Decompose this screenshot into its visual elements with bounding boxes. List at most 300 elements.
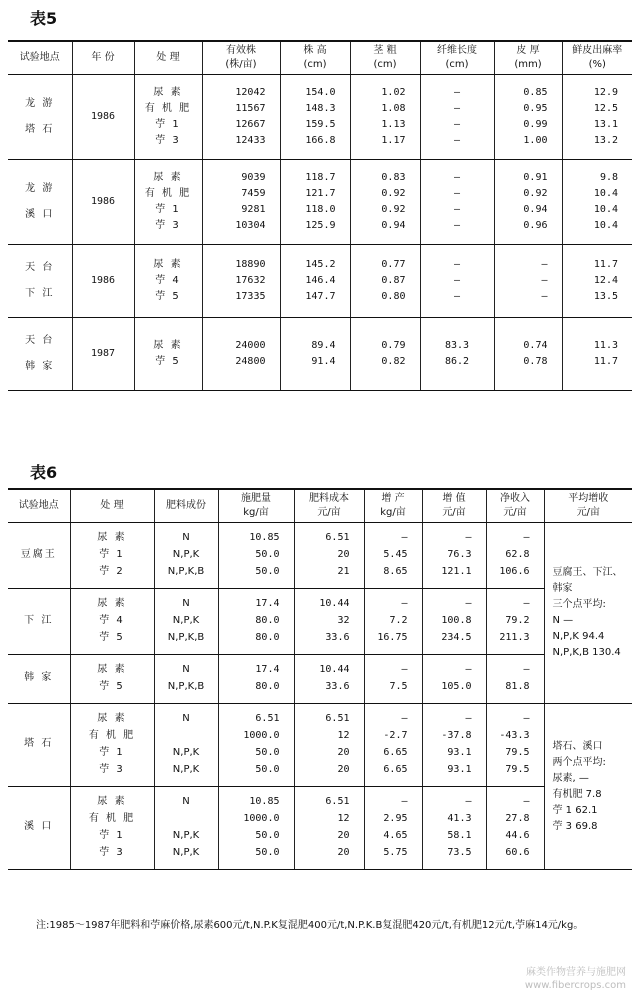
value-cell-value: 60.6: [505, 847, 530, 858]
value-cell-value: 5.45: [383, 549, 408, 560]
value-cell: [350, 160, 420, 245]
value-cell-value: 11.3: [593, 340, 618, 351]
column-header-line: kg/亩: [380, 507, 406, 518]
value-cell-value: 12: [337, 730, 350, 741]
value-cell-value: 79.5: [505, 764, 530, 775]
value-cell-value: 10.4: [593, 188, 618, 199]
value-cell-stack: [352, 257, 406, 305]
value-cell-value: 32: [337, 615, 350, 626]
column-header: [486, 489, 544, 523]
treatment-stack: [72, 793, 153, 861]
fertilizer-components-value: N,P,K: [172, 847, 200, 858]
average-line: 尿素, —: [552, 772, 589, 784]
value-cell: [364, 704, 422, 787]
value-cell-value: 20: [337, 764, 350, 775]
treatment: [70, 787, 154, 870]
value-cell-stack: [296, 661, 350, 695]
fertilizer-components-value: [156, 727, 217, 744]
value-cell-value: 0.80: [381, 291, 406, 302]
value-cell-value: 11.7: [593, 356, 618, 367]
fertilizer-components-value: N,P,K: [172, 615, 200, 626]
value-cell: [364, 523, 422, 589]
value-cell: [202, 160, 280, 245]
value-cell-stack: [496, 257, 548, 305]
column-header: [8, 41, 72, 75]
value-cell: [562, 245, 632, 318]
value-cell: [422, 655, 486, 704]
value-cell-value: —: [453, 291, 461, 302]
value-cell-value: 33.6: [325, 681, 350, 692]
value-cell: [294, 787, 364, 870]
value-cell-value: 20: [337, 847, 350, 858]
table6-group-row: [8, 655, 632, 704]
value-cell-stack: [488, 661, 530, 695]
value-cell-value: 1000.0: [243, 730, 280, 741]
value-cell: [218, 589, 294, 655]
fertilizer-components-stack: [156, 595, 217, 646]
value-cell-value: 1.17: [381, 135, 406, 146]
value-cell-value: 1.00: [523, 135, 548, 146]
value-cell-value: 50.0: [255, 747, 280, 758]
year: 1986: [72, 75, 134, 160]
treatment-value: 有 机 肥: [144, 103, 192, 114]
value-cell-value: 1.02: [381, 87, 406, 98]
column-header-line: (株/亩): [225, 59, 257, 70]
value-cell-stack: [296, 710, 350, 778]
value-cell-value: 118.7: [305, 172, 336, 183]
table6-group-row: [8, 589, 632, 655]
treatment-stack: [72, 661, 153, 695]
fertilizer-components-value: [156, 810, 217, 827]
column-header-line: 处 理: [100, 500, 124, 511]
treatment-value: 尿 素: [97, 713, 127, 724]
value-cell: [486, 523, 544, 589]
value-cell: [350, 75, 420, 160]
column-header-line: 施肥量: [241, 493, 271, 504]
value-cell-value: —: [523, 532, 530, 543]
value-cell-value: —: [541, 275, 548, 286]
treatment-value: 苧 3: [155, 220, 181, 231]
value-cell-stack: [488, 529, 530, 580]
value-cell: [494, 160, 562, 245]
value-cell-value: 0.92: [381, 204, 406, 215]
value-cell-value: 12.9: [593, 87, 618, 98]
value-cell: [218, 655, 294, 704]
value-cell-stack: [220, 793, 280, 861]
value-cell-value: 27.8: [505, 813, 530, 824]
value-cell: [294, 655, 364, 704]
treatment-value: 苧 3: [99, 847, 125, 858]
fertilizer-components-value: N,P,K: [172, 747, 200, 758]
value-cell: [420, 318, 494, 391]
value-cell-value: —: [465, 532, 472, 543]
site-name-value: 韩 家: [25, 361, 55, 372]
value-cell-stack: [366, 710, 408, 778]
average-line: N,P,K 94.4: [552, 631, 605, 642]
value-cell-value: 10.44: [319, 664, 350, 675]
site-name-value: 龙 游: [25, 183, 55, 194]
value-cell-value: —: [541, 291, 548, 302]
value-cell: [280, 245, 350, 318]
value-cell-value: 89.4: [311, 340, 336, 351]
column-header: [134, 41, 202, 75]
column-header-line: 元/亩: [317, 507, 341, 518]
fertilizer-components-value: N,P,K: [172, 830, 200, 841]
treatment-stack: [136, 85, 201, 149]
value-cell-stack: [422, 257, 493, 305]
value-cell-value: 0.83: [381, 172, 406, 183]
value-cell-value: 0.78: [523, 356, 548, 367]
column-header: [494, 41, 562, 75]
column-header-line: 肥料成本: [309, 493, 349, 504]
value-cell-stack: [204, 338, 266, 370]
treatment-value: 有 机 肥: [144, 188, 192, 199]
value-cell-stack: [564, 170, 619, 234]
value-cell: [486, 704, 544, 787]
value-cell-value: 79.5: [505, 747, 530, 758]
value-cell-value: 2.95: [383, 813, 408, 824]
average-line: 三个点平均:: [552, 599, 606, 610]
column-header: [202, 41, 280, 75]
value-cell-value: 6.51: [325, 532, 350, 543]
value-cell-stack: [282, 85, 336, 149]
treatment-value: 尿 素: [97, 664, 127, 675]
treatment-value: 尿 素: [153, 259, 183, 270]
site-name: [8, 245, 72, 318]
value-cell-value: -43.3: [499, 730, 530, 741]
value-cell-value: —: [453, 204, 461, 215]
fertilizer-components-stack: [156, 793, 217, 861]
value-cell-value: 50.0: [255, 830, 280, 841]
value-cell-value: 0.87: [381, 275, 406, 286]
value-cell-value: 10.44: [319, 598, 350, 609]
value-cell-value: 0.99: [523, 119, 548, 130]
column-header-line: 增 产: [381, 493, 405, 504]
column-header-line: (cm): [445, 59, 469, 70]
value-cell-value: 9039: [241, 172, 266, 183]
column-header-line: (cm): [303, 59, 327, 70]
value-cell-value: —: [523, 713, 530, 724]
value-cell-value: 0.82: [381, 356, 406, 367]
value-cell-value: 146.4: [305, 275, 336, 286]
value-cell-value: —: [401, 713, 408, 724]
value-cell-value: 0.94: [381, 220, 406, 231]
value-cell-value: 0.91: [523, 172, 548, 183]
treatment-value: 苧 4: [155, 275, 181, 286]
column-header: [72, 41, 134, 75]
average-line: 塔石、溪口: [552, 740, 603, 752]
value-cell: [218, 787, 294, 870]
site-name-stack: [9, 176, 71, 228]
value-cell-value: 80.0: [255, 681, 280, 692]
column-header-line: 增 值: [442, 493, 466, 504]
fertilizer-components: [154, 589, 218, 655]
fertilizer-components-value: N,P,K: [172, 549, 200, 560]
fertilizer-components-value: N,P,K,B: [167, 566, 205, 577]
site-name: [8, 75, 72, 160]
column-header-line: 鲜皮出麻率: [572, 45, 623, 56]
value-cell: [280, 160, 350, 245]
column-header: [70, 489, 154, 523]
column-header-line: 试验地点: [18, 500, 59, 511]
value-cell-value: 24800: [235, 356, 266, 367]
treatment: [70, 655, 154, 704]
year: 1986: [72, 245, 134, 318]
value-cell: [294, 523, 364, 589]
treatment-value: 尿 素: [97, 598, 127, 609]
value-cell-value: —: [541, 259, 548, 270]
value-cell-value: 81.8: [505, 681, 530, 692]
value-cell-stack: [282, 170, 336, 234]
value-cell-value: —: [465, 796, 472, 807]
value-cell-value: —: [453, 135, 461, 146]
value-cell-stack: [220, 661, 280, 695]
value-cell-stack: [366, 529, 408, 580]
value-cell: [562, 318, 632, 391]
value-cell-value: 0.94: [523, 204, 548, 215]
watermark: [525, 966, 626, 992]
site-name-value: 龙 游: [25, 98, 55, 109]
value-cell: [202, 318, 280, 391]
value-cell: [350, 245, 420, 318]
column-header-line: 皮 厚: [516, 45, 540, 56]
column-header: [280, 41, 350, 75]
value-cell-stack: [282, 338, 336, 370]
value-cell-value: 13.5: [593, 291, 618, 302]
fertilizer-components-value: N: [182, 664, 190, 675]
treatment-stack: [136, 170, 201, 234]
average-line: 两个点平均:: [552, 756, 606, 768]
value-cell: [364, 589, 422, 655]
value-cell-stack: [282, 257, 336, 305]
site-name: 塔 石: [8, 704, 70, 787]
value-cell: [294, 589, 364, 655]
value-cell-value: 12: [337, 813, 350, 824]
treatment-value: 有 机 肥: [88, 813, 136, 824]
value-cell-value: 154.0: [305, 87, 336, 98]
site-name-value: 塔 石: [25, 124, 55, 135]
column-header: [422, 489, 486, 523]
average-increase: [544, 704, 632, 870]
value-cell-value: 20: [337, 549, 350, 560]
value-cell-value: 83.3: [444, 340, 470, 351]
value-cell-value: 5.75: [383, 847, 408, 858]
value-cell-value: 17.4: [255, 664, 280, 675]
value-cell-value: 50.0: [255, 549, 280, 560]
column-header: [364, 489, 422, 523]
fertilizer-components-value: N,P,K,B: [167, 632, 205, 643]
value-cell-value: 79.2: [505, 615, 530, 626]
treatment-value: 尿 素: [97, 796, 127, 807]
value-cell: [202, 245, 280, 318]
average-line: N,P,K,B 130.4: [552, 647, 621, 658]
column-header-line: 纤维长度: [437, 45, 477, 56]
value-cell-value: 0.79: [381, 340, 406, 351]
value-cell-value: 91.4: [311, 356, 336, 367]
value-cell-value: 9281: [241, 204, 266, 215]
value-cell-value: 18890: [235, 259, 266, 270]
value-cell-value: 11.7: [593, 259, 618, 270]
treatment-value: 尿 素: [153, 172, 183, 183]
value-cell-value: —: [453, 103, 461, 114]
value-cell: [364, 655, 422, 704]
column-header-line: 平均增收: [568, 493, 609, 504]
average-line: 有机肥 7.8: [552, 788, 602, 800]
value-cell-stack: [366, 793, 408, 861]
fertilizer-components-stack: [156, 529, 217, 580]
treatment-value: 苧 1: [155, 204, 181, 215]
value-cell-value: 6.51: [325, 796, 350, 807]
site-name-value: 溪 口: [25, 209, 55, 220]
treatment-value: 苧 5: [155, 356, 181, 367]
fertilizer-components: [154, 787, 218, 870]
value-cell-stack: [422, 170, 493, 234]
value-cell: [364, 787, 422, 870]
fertilizer-components-stack: [156, 710, 217, 778]
value-cell-value: 0.85: [523, 87, 548, 98]
value-cell-value: 44.6: [505, 830, 530, 841]
value-cell-value: 234.5: [441, 632, 472, 643]
value-cell-value: 1.13: [381, 119, 406, 130]
value-cell-value: —: [453, 188, 461, 199]
value-cell-value: —: [453, 275, 461, 286]
value-cell-value: 145.2: [305, 259, 336, 270]
value-cell-value: 211.3: [499, 632, 530, 643]
value-cell: [494, 75, 562, 160]
value-cell-stack: [366, 595, 408, 646]
value-cell-stack: [488, 710, 530, 778]
value-cell-value: 147.7: [305, 291, 336, 302]
column-header-line: 净收入: [500, 493, 530, 504]
table6: [8, 488, 632, 870]
value-cell-value: —: [401, 598, 408, 609]
value-cell-value: 50.0: [255, 566, 280, 577]
column-header-line: 元/亩: [503, 507, 527, 518]
value-cell-value: 12.5: [593, 103, 618, 114]
value-cell: [562, 160, 632, 245]
value-cell-stack: [352, 85, 406, 149]
column-header: [420, 41, 494, 75]
value-cell-value: 0.74: [523, 340, 548, 351]
value-cell: [422, 704, 486, 787]
value-cell-value: 11567: [235, 103, 266, 114]
value-cell-stack: [564, 338, 619, 370]
value-cell-value: 4.65: [383, 830, 408, 841]
value-cell-value: —: [401, 532, 408, 543]
value-cell-value: 7.5: [389, 681, 408, 692]
site-name-stack: [9, 255, 71, 307]
year: 1986: [72, 160, 134, 245]
average-line: 韩家: [552, 583, 573, 594]
value-cell-stack: [424, 529, 472, 580]
value-cell-stack: [352, 170, 406, 234]
value-cell-stack: [424, 595, 472, 646]
fertilizer-components-stack: [156, 661, 217, 695]
value-cell-stack: [496, 338, 548, 370]
column-header-line: (mm): [514, 59, 542, 70]
watermark-line: 麻类作物营养与施肥网: [526, 967, 626, 978]
column-header: [8, 489, 70, 523]
value-cell-value: 10.85: [249, 796, 280, 807]
treatment-value: 苧 1: [99, 830, 125, 841]
value-cell-value: 17632: [235, 275, 266, 286]
value-cell-stack: [424, 793, 472, 861]
site-name: 豆腐王: [8, 523, 70, 589]
treatment-value: 苧 1: [99, 747, 125, 758]
column-header-line: (cm): [373, 59, 397, 70]
value-cell-value: —: [465, 713, 472, 724]
column-header-line: 株 高: [303, 45, 327, 56]
fertilizer-components: [154, 655, 218, 704]
value-cell-stack: [204, 257, 266, 305]
site-name: [8, 318, 72, 391]
fertilizer-components-value: N: [182, 598, 190, 609]
column-header-line: 年 份: [91, 52, 115, 63]
value-cell-value: 86.2: [444, 356, 470, 367]
site-name: 下 江: [8, 589, 70, 655]
value-cell: [494, 318, 562, 391]
value-cell-value: 166.8: [305, 135, 336, 146]
value-cell: [422, 523, 486, 589]
value-cell-value: 10.4: [593, 204, 618, 215]
site-name: 韩 家: [8, 655, 70, 704]
fertilizer-components-value: N: [182, 713, 190, 724]
value-cell-value: —: [453, 119, 461, 130]
column-header-line: kg/亩: [243, 507, 269, 518]
table5-group-row: [8, 318, 632, 391]
treatment-value: 苧 3: [99, 764, 125, 775]
value-cell-stack: [366, 661, 408, 695]
table5: [8, 40, 632, 391]
treatment: [134, 245, 202, 318]
table5-group-row: [8, 160, 632, 245]
value-cell: [420, 75, 494, 160]
column-header: [562, 41, 632, 75]
value-cell-value: 0.95: [523, 103, 548, 114]
value-cell-value: 73.5: [447, 847, 472, 858]
treatment: [70, 704, 154, 787]
value-cell-stack: [424, 710, 472, 778]
treatment-stack: [72, 595, 153, 646]
column-header: [218, 489, 294, 523]
value-cell-value: 24000: [235, 340, 266, 351]
value-cell-value: 105.0: [441, 681, 472, 692]
value-cell-value: —: [401, 796, 408, 807]
value-cell-value: 16.75: [377, 632, 408, 643]
treatment-value: 尿 素: [153, 340, 183, 351]
table6-caption: 表6: [30, 463, 58, 482]
treatment: [134, 318, 202, 391]
fertilizer-components: [154, 704, 218, 787]
value-cell-value: 13.1: [593, 119, 618, 130]
table5-group-row: [8, 245, 632, 318]
average-line: 豆腐王、下江、: [552, 567, 623, 578]
value-cell-stack: [220, 529, 280, 580]
value-cell-value: —: [453, 87, 461, 98]
value-cell-stack: [496, 85, 548, 149]
value-cell: [422, 589, 486, 655]
value-cell-value: 20: [337, 830, 350, 841]
value-cell-stack: [564, 85, 619, 149]
treatment-value: 苧 5: [155, 291, 181, 302]
value-cell-stack: [220, 710, 280, 778]
column-header-line: 元/亩: [576, 507, 600, 518]
value-cell-value: 0.77: [381, 259, 406, 270]
value-cell-value: —: [523, 796, 530, 807]
value-cell-value: 0.92: [381, 188, 406, 199]
value-cell-value: 12.4: [593, 275, 618, 286]
average-increase: [544, 523, 632, 704]
